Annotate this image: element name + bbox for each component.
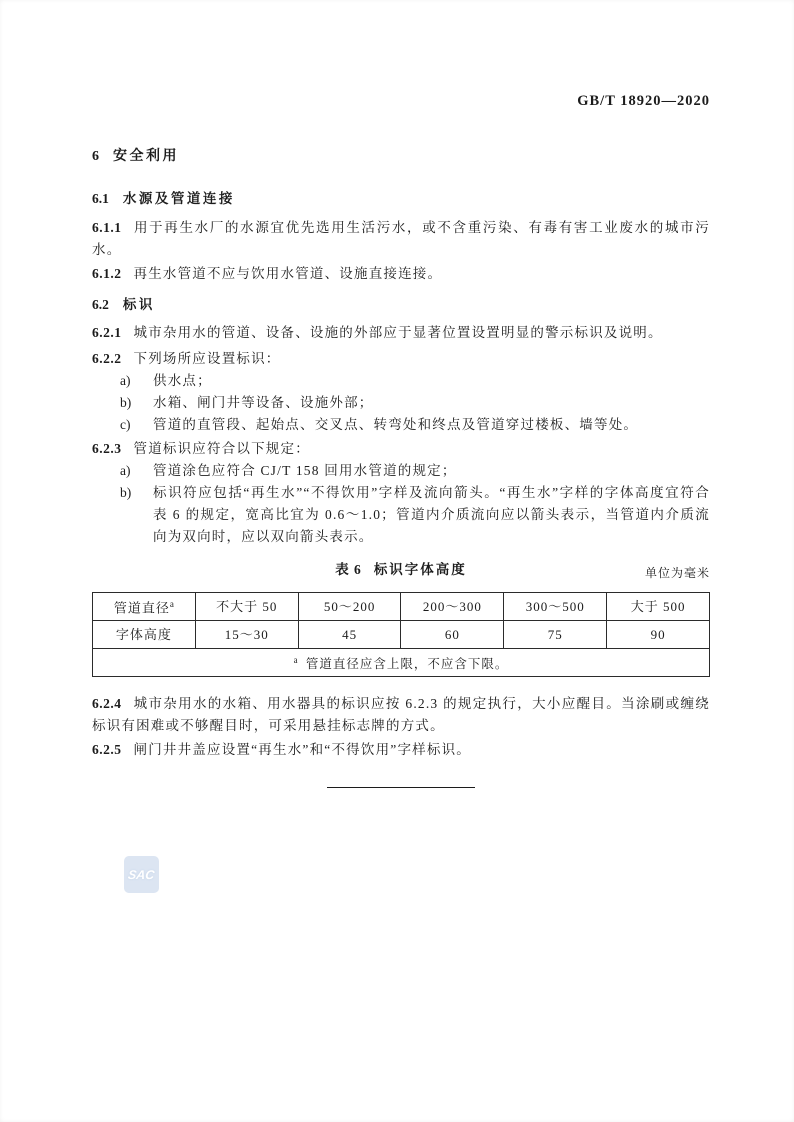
table-row-footnote bbox=[93, 649, 710, 677]
clause-6-2-4 bbox=[92, 693, 710, 737]
table-cell: 45 bbox=[298, 621, 401, 649]
table-cell: 15～30 bbox=[195, 621, 298, 649]
table-6-caption-title: 标识字体高度 bbox=[373, 562, 467, 577]
list-text: 水箱、闸门井等设备、设施外部； bbox=[153, 395, 374, 410]
table-head-font-height: 字体高度 bbox=[93, 621, 196, 649]
section-6-heading bbox=[92, 146, 710, 168]
section-6-2-heading bbox=[92, 294, 710, 316]
list-item-a-supply-point bbox=[120, 370, 710, 392]
list-item-c-pipe-segments bbox=[120, 414, 710, 436]
section-6-2-number: 6.2 bbox=[92, 297, 109, 312]
sac-logo-watermark bbox=[124, 856, 159, 893]
clause-6-2-5-number: 6.2.5 bbox=[92, 742, 122, 757]
clause-6-2-4-text: 城市杂用水的水箱、用水器具的标识应按 6.2.3 的规定执行，大小应醒目。当涂刷或缠绕标识有困难或不够醒目时，可采用悬挂标志牌的方式。 bbox=[92, 696, 710, 733]
list-text: 供水点； bbox=[153, 373, 212, 388]
clause-6-1-2-number: 6.1.2 bbox=[92, 266, 122, 281]
list-label: b) bbox=[120, 395, 132, 410]
superscript-a: a bbox=[169, 599, 174, 610]
page-content bbox=[92, 0, 710, 788]
section-6-1-heading bbox=[92, 188, 710, 210]
table-cell: 50～200 bbox=[298, 593, 401, 621]
clause-6-1-1-number: 6.1.1 bbox=[92, 220, 122, 235]
table-footnote-text: 管道直径应含上限，不应含下限。 bbox=[305, 657, 509, 672]
table-cell: 90 bbox=[607, 621, 710, 649]
table-head-pipe-diameter: 管道直径$^a$ bbox=[93, 593, 196, 621]
clause-6-2-2-text: 下列场所应设置标识： bbox=[133, 351, 281, 366]
list-text: 标识符应包括“再生水”“不得饮用”字样及流向箭头。“再生水”字样的字体高度宜符合表 6 的规定，宽高比宜为 0.6～1.0；管道内介质流向应以箭头表示，当管道内介质流向为双向时，应以双向箭头表示。 bbox=[153, 485, 710, 544]
clause-6-2-3 bbox=[92, 438, 710, 460]
table-cell: 60 bbox=[401, 621, 504, 649]
table-footnote bbox=[93, 649, 710, 677]
section-6-1-number: 6.1 bbox=[92, 191, 109, 206]
clause-6-2-1-text: 城市杂用水的管道、设备、设施的外部应于显著位置设置明显的警示标识及说明。 bbox=[133, 325, 663, 340]
clause-6-2-1-number: 6.2.1 bbox=[92, 325, 122, 340]
list-label: a) bbox=[120, 373, 131, 388]
list-item-b-tank-gate bbox=[120, 392, 710, 414]
table-cell: 300～500 bbox=[504, 593, 607, 621]
sac-logo-text: SAC bbox=[127, 867, 156, 882]
table-6-unit-note: 单位为毫米 bbox=[644, 566, 710, 580]
clause-6-2-3-number: 6.2.3 bbox=[92, 441, 122, 456]
table-cell: 不大于 50 bbox=[195, 593, 298, 621]
clause-6-2-5 bbox=[92, 739, 710, 761]
list-item-a-pipe-color bbox=[120, 460, 710, 482]
section-6-title: 安全利用 bbox=[113, 149, 179, 164]
clause-6-2-5-text: 闸门井井盖应设置“再生水”和“不得饮用”字样标识。 bbox=[133, 742, 471, 757]
section-6-2-title: 标识 bbox=[122, 297, 155, 312]
standard-code-header: GB/T 18920—2020 bbox=[577, 93, 710, 109]
table-cell: 75 bbox=[504, 621, 607, 649]
clause-6-2-4-number: 6.2.4 bbox=[92, 696, 122, 711]
table-row-pipe-diameter bbox=[93, 593, 710, 621]
table-cell: 大于 500 bbox=[607, 593, 710, 621]
table-6-caption-label: 表 6 bbox=[335, 562, 362, 577]
clause-6-1-1 bbox=[92, 217, 710, 261]
list-label: c) bbox=[120, 417, 131, 432]
clause-6-2-3-text: 管道标识应符合以下规定： bbox=[133, 441, 310, 456]
clause-6-1-2-text: 再生水管道不应与饮用水管道、设施直接连接。 bbox=[133, 266, 443, 281]
clause-6-1-2 bbox=[92, 263, 710, 285]
superscript-a: a bbox=[293, 655, 298, 666]
list-text: 管道涂色应符合 CJ/T 158 回用水管道的规定； bbox=[153, 463, 457, 478]
clause-6-2-2 bbox=[92, 348, 710, 370]
table-6-caption bbox=[92, 560, 710, 580]
table-6-font-height bbox=[92, 592, 710, 677]
list-label: a) bbox=[120, 463, 131, 478]
end-of-text-rule bbox=[327, 787, 475, 788]
clause-6-1-1-text: 用于再生水厂的水源宜优先选用生活污水，或不含重污染、有毒有害工业废水的城市污水。 bbox=[92, 220, 710, 257]
list-label: b) bbox=[120, 485, 132, 500]
table-row-font-height bbox=[93, 621, 710, 649]
section-6-1-title: 水源及管道连接 bbox=[122, 191, 235, 206]
table-cell: 200～300 bbox=[401, 593, 504, 621]
list-text: 管道的直管段、起始点、交叉点、转弯处和终点及管道穿过楼板、墙等处。 bbox=[153, 417, 639, 432]
clause-6-2-1 bbox=[92, 322, 710, 344]
clause-6-2-2-number: 6.2.2 bbox=[92, 351, 122, 366]
list-item-b-marking-symbols bbox=[120, 482, 710, 548]
section-6-number: 6 bbox=[92, 149, 99, 164]
